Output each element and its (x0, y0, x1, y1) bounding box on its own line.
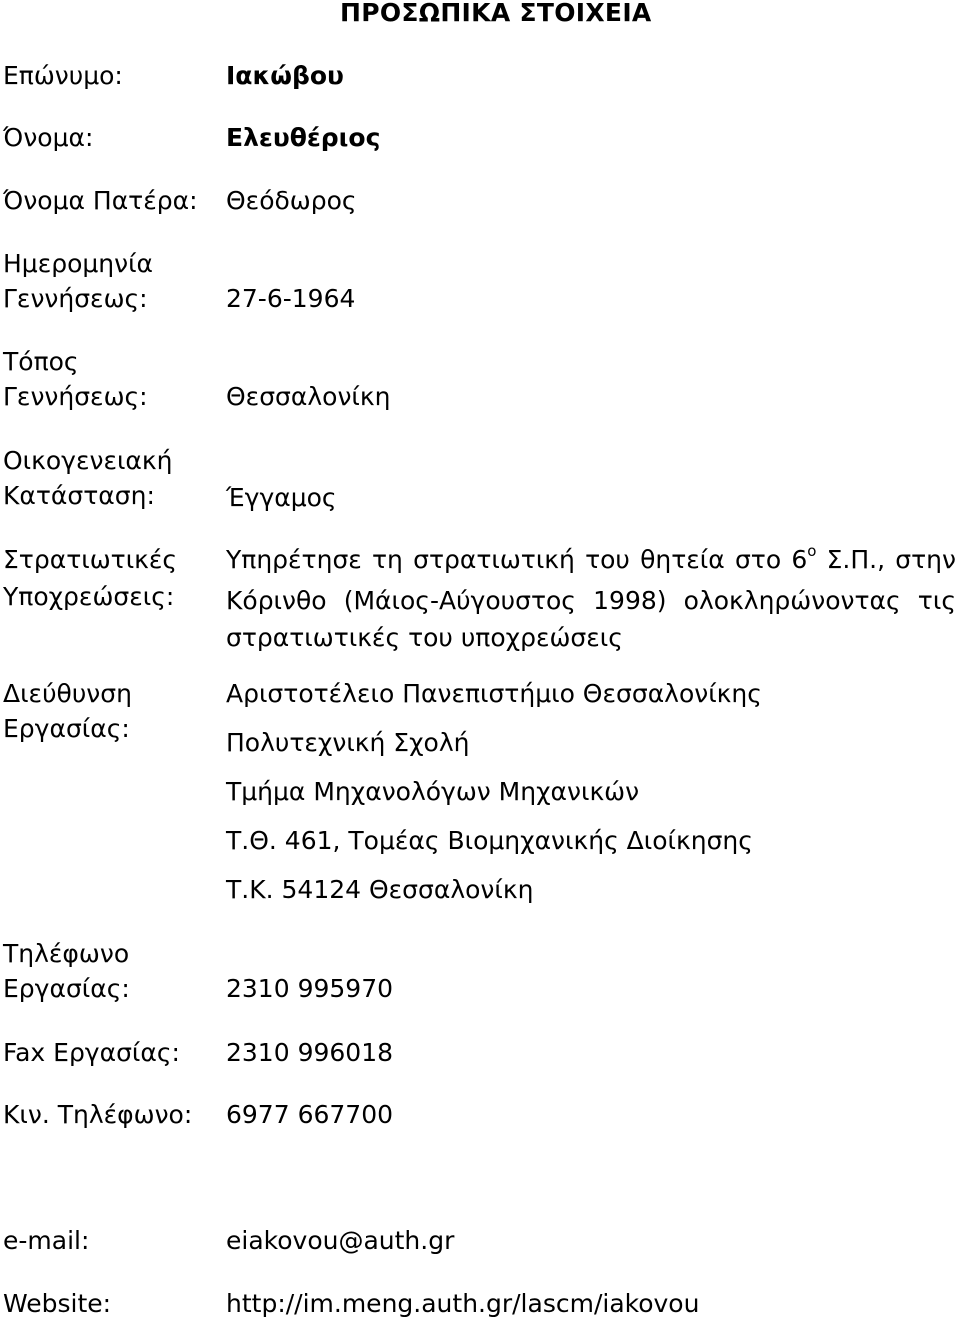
email-value[interactable]: eiakovou@auth.gr (226, 1226, 455, 1255)
work-fax-value: 2310 996018 (226, 1038, 394, 1067)
work-address-label-line2: Εργασίας: (3, 714, 130, 743)
work-address-lines (226, 669, 762, 914)
marital-status-label-line2: Κατάσταση: (3, 481, 155, 510)
work-fax-label: Fax Εργασίας: (3, 1038, 180, 1067)
section-title: ΠΡΟΣΩΠΙΚΑ ΣΤΟΙΧΕΙΑ (340, 0, 652, 27)
work-address-line: Τμήμα Μηχανολόγων Μηχανικών (226, 777, 640, 806)
birth-date-label (3, 246, 153, 316)
military-text-part2: Σ.Π., στην Κόρινθο (Μάιος-Αύγουστος 1998) ολοκληρώνοντας τις στρατιωτικές του υποχρεώσεις (226, 545, 956, 652)
birth-date-label-line1: Ημερομηνία (3, 249, 154, 278)
birth-place-label (3, 344, 148, 414)
marital-status-label-line1: Οικογενειακή (3, 446, 173, 475)
email-label: e-mail: (3, 1226, 90, 1255)
birth-date-label-line2: Γεννήσεως: (3, 284, 148, 313)
birth-place-label-line2: Γεννήσεως: (3, 382, 148, 411)
work-address-line: Πολυτεχνική Σχολή (226, 728, 470, 757)
website-label: Website: (3, 1289, 112, 1318)
work-phone-label-line2: Εργασίας: (3, 974, 130, 1003)
military-superscript: ο (807, 542, 817, 560)
surname-value: Ιακώβου (226, 61, 344, 90)
military-label-line1: Στρατιωτικές (3, 545, 178, 574)
mobile-value: 6977 667700 (226, 1100, 394, 1129)
work-phone-label (3, 936, 130, 1006)
website-link[interactable]: http://im.meng.auth.gr/lascm/iakovou (226, 1289, 700, 1318)
military-text-part1: Υπηρέτησε τη στρατιωτική του θητεία στο 6 (226, 545, 808, 574)
father-name-value: Θεόδωρος (226, 186, 357, 215)
surname-label: Επώνυμο: (3, 61, 123, 90)
work-address-label-line1: Διεύθυνση (3, 679, 132, 708)
work-address-line: Τ.Θ. 461, Τομέας Βιομηχανικής Διοίκησης (226, 826, 753, 855)
father-name-label: Όνομα Πατέρα: (3, 186, 198, 215)
marital-status-value: Έγγαμος (226, 483, 337, 512)
work-phone-value: 2310 995970 (226, 974, 394, 1003)
birth-date-value: 27-6-1964 (226, 284, 356, 313)
birth-place-value: Θεσσαλονίκη (226, 382, 391, 411)
military-label (3, 541, 177, 615)
mobile-label: Κιν. Τηλέφωνο: (3, 1100, 193, 1129)
military-label-line2: Υποχρεώσεις: (3, 582, 175, 611)
work-address-line: Τ.Κ. 54124 Θεσσαλονίκη (226, 875, 534, 904)
work-address-line: Αριστοτέλειο Πανεπιστήμιο Θεσσαλονίκης (226, 679, 762, 708)
birth-place-label-line1: Τόπος (3, 347, 79, 376)
work-address-label (3, 676, 132, 746)
work-phone-label-line1: Τηλέφωνο (3, 939, 130, 968)
military-value (226, 541, 956, 656)
first-name-label: Όνομα: (3, 123, 94, 152)
first-name-value: Ελευθέριος (226, 123, 381, 152)
marital-status-label (3, 443, 172, 513)
